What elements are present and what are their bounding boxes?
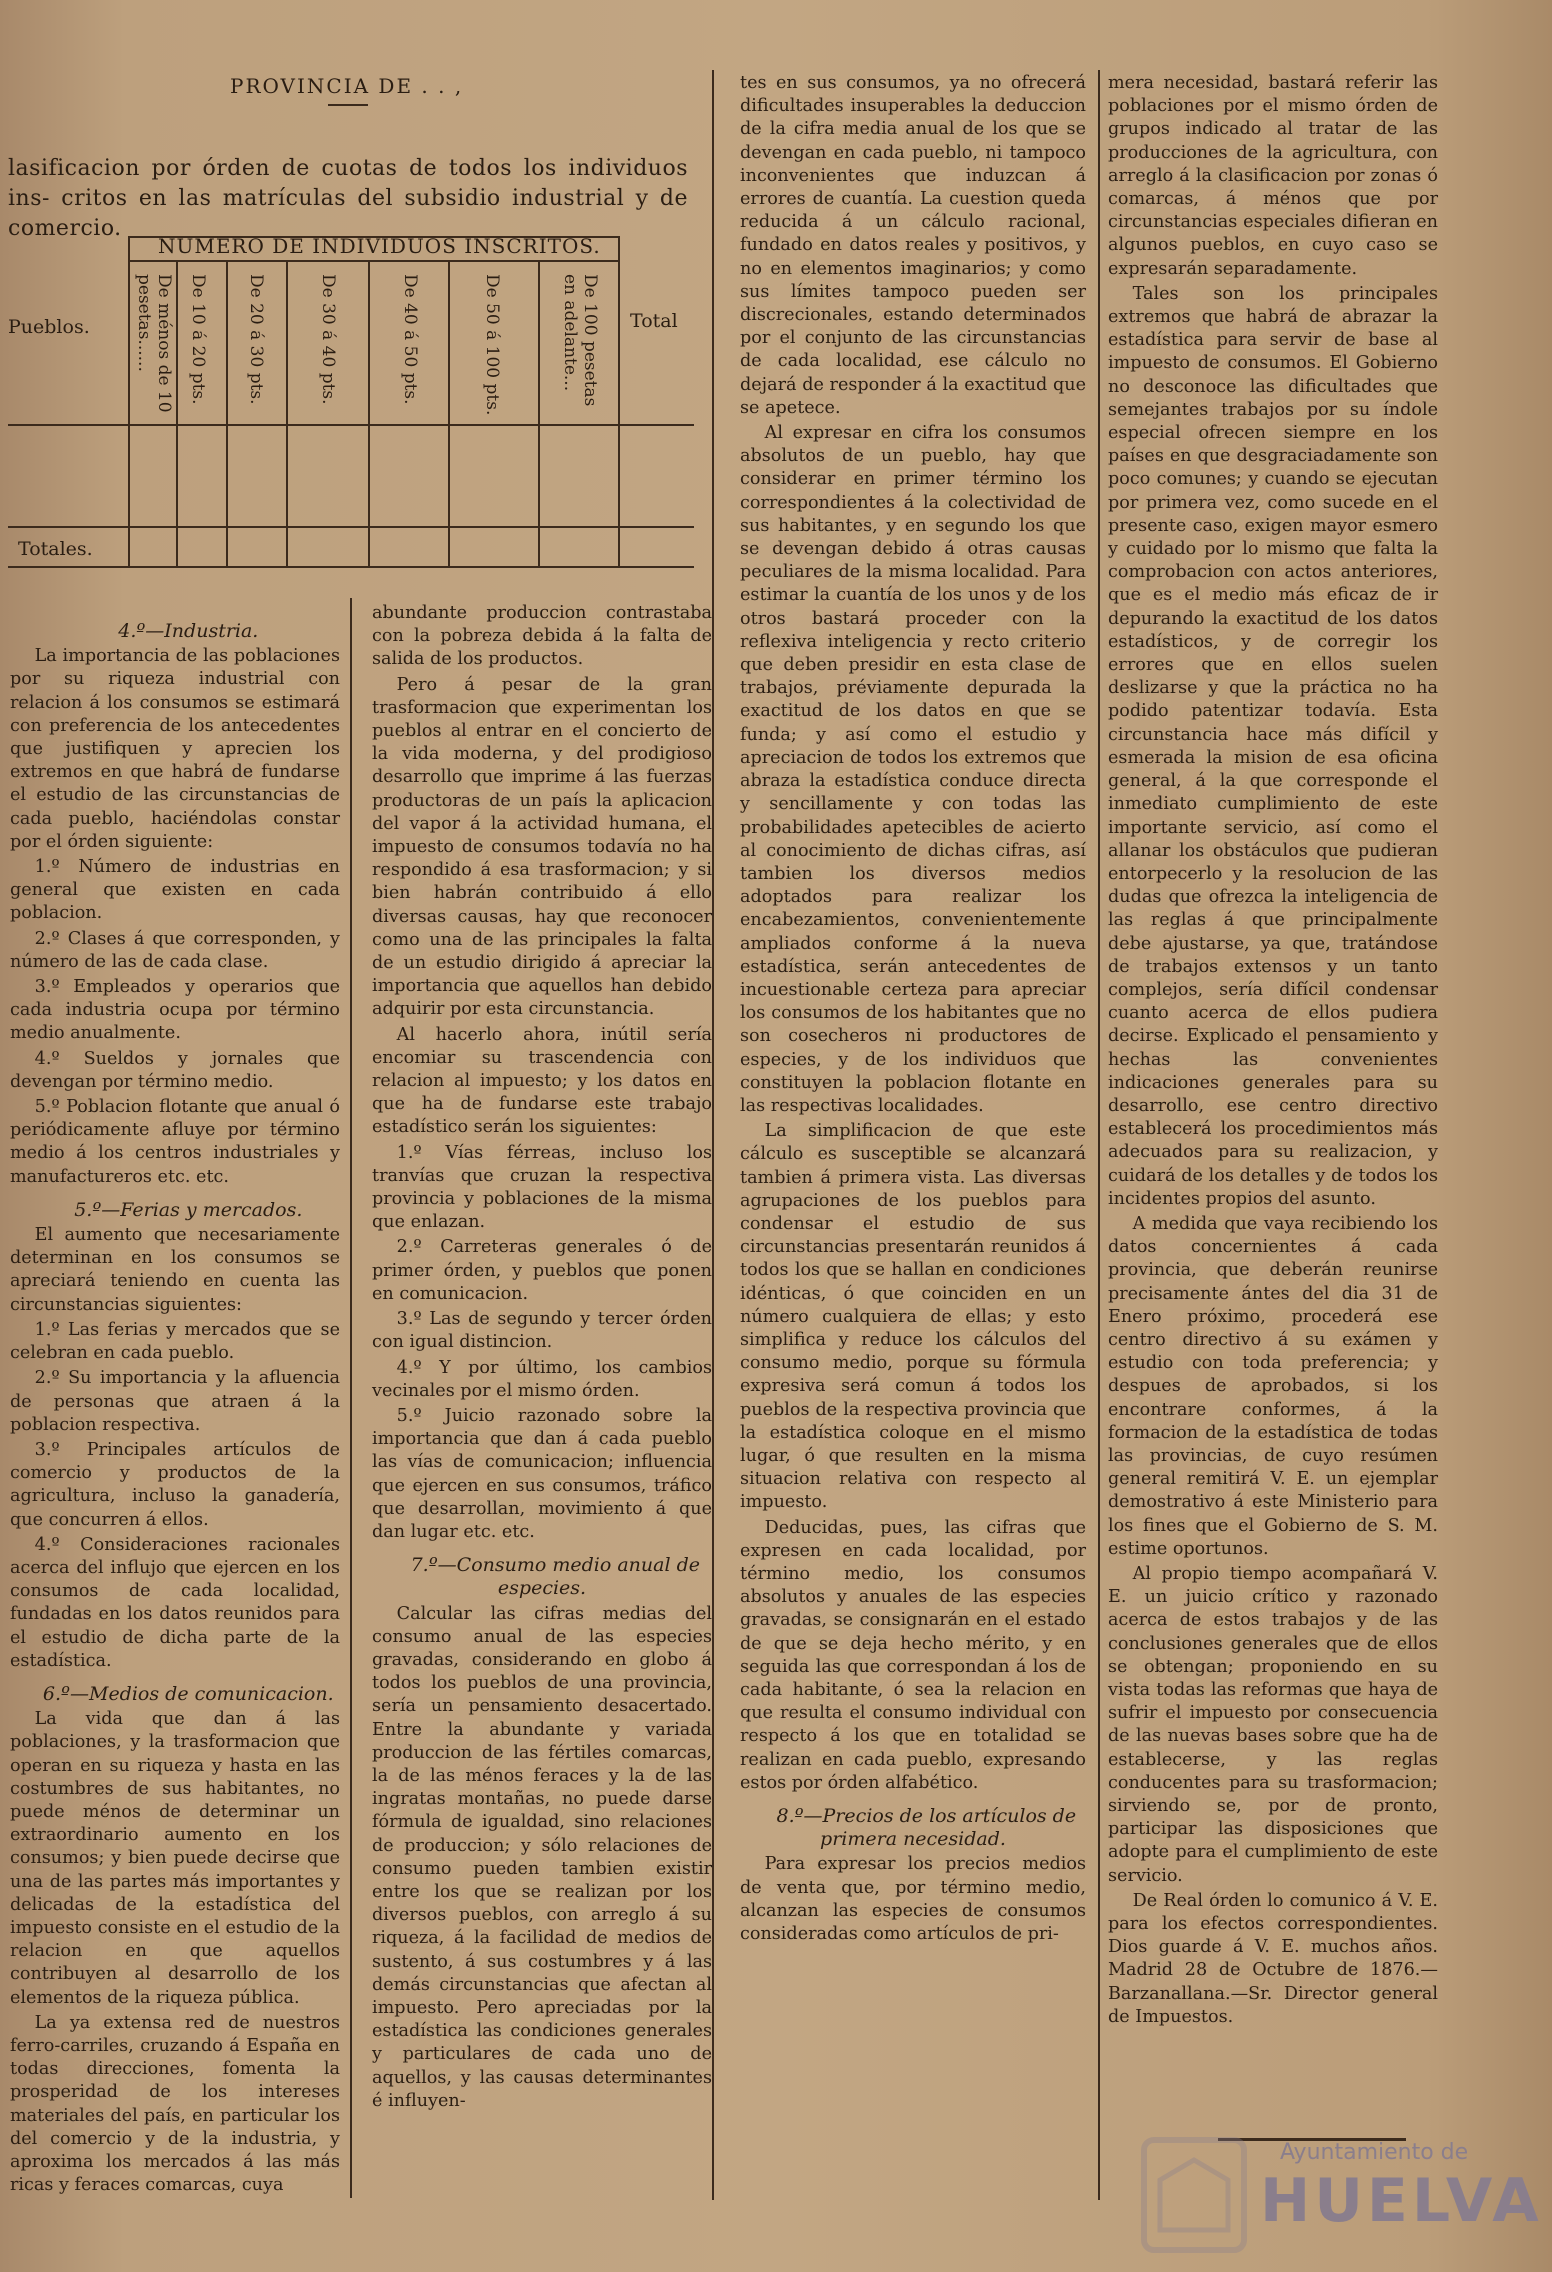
- list-item: 4.º Y por último, los cambios vecinales por el mismo órden.: [372, 1357, 712, 1401]
- paragraph: Calcular las cifras medias del consumo anual de las especies gravadas, considerando en globo á todos los pueblos de una provincia, sería un pensamiento desacertado. Entre la abundante y variada produccion de las fértiles comarcas, la de las ménos feraces y la de las ingratas montañas, no puede darse fórmula de igualdad, sino relaciones de produccion; y sólo relaciones de consumo pueden tambien existir entre los que se realizan por los diversos pueblos, con arreglo á su riqueza, á la facilidad de medios de sustento, á sus costumbres y á las demás circunstancias que afectan al impuesto. Pero apreciadas por la estadística las condiciones generales y particulares de cada uno de aquellos, y las causas determinantes é influyen-: [372, 1603, 712, 2111]
- ayuntamiento-seal-icon: [1140, 2130, 1460, 2260]
- paragraph: abundante produccion contrastaba con la pobreza debida á la falta de salida de los productos.: [372, 603, 712, 670]
- provincia-heading: PROVINCIA DE . . ,: [230, 74, 464, 98]
- heading-underline: [328, 104, 368, 107]
- paragraph: tes en sus consumos, ya no ofrecerá dificultades insuperables la deduccion de la cifra media anual de los que se devengan en cada pueblo, ni tampoco inconvenientes que induzcan á errores de cuantía. La cuestion queda reducida á un cálculo racional, fundado en datos reales y positivos, y no en elementos imaginarios; y como sus límites tampoco pueden ser discrecionales, estando determinados por el conjunto de las circunstancias de cada localidad, ese cálculo no dejará de responder á la exactitud que se apetece.: [740, 73, 1086, 418]
- paragraph: De Real órden lo comunico á V. E. para los efectos correspondientes. Dios guarde á V. E. muchos años. Madrid 28 de Octubre de 1876.— Barzanallana.—Sr. Director general de Impuestos.: [1108, 1890, 1438, 2027]
- column-rule: [1098, 70, 1100, 2200]
- paragraph: Para expresar los precios medios de venta que, por término medio, alcanzan las especies de consumos consideradas como artículos de pri-: [740, 1854, 1086, 1945]
- section-title: 4.º—Industria.: [118, 620, 259, 642]
- list-item: 5.º Juicio razonado sobre la importancia que dan á cada pueblo las vías de comunicacion; influencia que ejercen en sus consumos, tráfico que desarrollan, movimiento á que dan lugar etc. etc.: [372, 1405, 712, 1542]
- col-header: De ménos de 10 pesetas......: [134, 274, 174, 413]
- col-header: De 20 á 30 pts.: [246, 274, 266, 405]
- list-item: 3.º Las de segundo y tercer órden con igual distincion.: [372, 1309, 712, 1353]
- list-item: 1.º Vías férreas, incluso los tranvías que cruzan la respectiva provincia y poblaciones de la misma que enlazan.: [372, 1142, 712, 1233]
- paragraph: La ya extensa red de nuestros ferro-carriles, cruzando á España en todas direcciones, fomenta la prosperidad de los intereses materiales del país, en particular los del comercio y de la industria, y aproxima los mercados á las más ricas y feraces comarcas, cuya: [10, 2012, 340, 2196]
- list-item: 2.º Su importancia y la afluencia de personas que atraen á la poblacion respectiva.: [10, 1368, 340, 1435]
- watermark-huelva: HUELVA: [1260, 2166, 1543, 2236]
- paragraph: Pero á pesar de la gran trasformacion que experimentan los pueblos al entrar en el concierto de la vida moderna, y del prodigioso desarrollo que imprime á las fuerzas productoras de un país la aplicacion del vapor á la actividad humana, el impuesto de consumos todavía no ha respondido á esa trasformacion; y si bien habrán contribuido á ello diversas causas, hay que reconocer como una de las principales la falta de un estudio dirigido á apreciar la importancia que aquellos han debido adquirir por esta circunstancia.: [372, 674, 712, 1020]
- column-3: [740, 72, 1086, 1948]
- row-pueblos: Pueblos.: [8, 316, 90, 338]
- list-item: 1.º Número de industrias en general que existen en cada poblacion.: [10, 857, 340, 924]
- paragraph: Deducidas, pues, las cifras que expresen en cada localidad, por término medio, los consumos absolutos y anuales de las especies gravadas, se consignarán en el estado de que se deja hecho mérito, y en seguida las que correspondan á los de cada habitante, ó sea la relacion en que resulta el consumo individual con respecto á los que en totalidad se realizan en cada pueblo, expresando estos por órden alfabético.: [740, 1517, 1086, 1793]
- col-header-total: Total: [630, 310, 678, 332]
- table-group-label: NUMERO DE INDIVIDUOS INSCRITOS.: [158, 234, 601, 258]
- section-title: 7.º—Consumo medio anual de especies.: [410, 1554, 700, 1600]
- col-header: De 10 á 20 pts.: [188, 274, 208, 405]
- paragraph: A medida que vaya recibiendo los datos concernientes á cada provincia, que deberán reunirse precisamente ántes del dia 31 de Enero próximo, procederá ese centro directivo á su exámen y estudio con toda preferencia; y despues de aprobados, si los encontrare conformes, á la formacion de la estadística de todas las provincias, de cuyo resúmen general remitirá V. E. un ejemplar demostrativo á este Ministerio para los fines que el Gobierno de S. M. estime oportunos.: [1108, 1213, 1438, 1559]
- paragraph: Al propio tiempo acompañará V. E. un juicio crítico y razonado acerca de estos trabajos y de las conclusiones generales que de ellos se obtengan; proponiendo en su vista todas las reformas que haya de sufrir el impuesto por consecuencia de las nuevas bases sobre que ha de establecerse, y las reglas conducentes para su trasformacion; sirviendo se, por de pronto, participar las disposiciones que adopte para el cumplimiento de este servicio.: [1108, 1564, 1438, 1886]
- inscritos-table: [8, 236, 694, 570]
- list-item: 2.º Carreteras generales ó de primer órden, y pueblos que ponen en comunicacion.: [372, 1237, 712, 1304]
- paragraph: El aumento que necesariamente determinan en los consumos se apreciará teniendo en cuenta las circunstancias siguientes:: [10, 1225, 340, 1315]
- column-4: [1108, 72, 1438, 2031]
- paragraph: Al hacerlo ahora, inútil sería encomiar su trascendencia con relacion al impuesto; y los datos en que ha de fundarse este trabajo estadístico serán los siguientes:: [372, 1024, 712, 1138]
- col-header: De 40 á 50 pts.: [400, 274, 420, 405]
- list-item: 1.º Las ferias y mercados que se celebran en cada pueblo.: [10, 1319, 340, 1364]
- list-item: 3.º Principales artículos de comercio y productos de la agricultura, incluso la ganadería, que concurren á ellos.: [10, 1439, 340, 1530]
- list-item: 5.º Poblacion flotante que anual ó periódicamente afluye por término medio á los centros industriales y manufactureros etc. etc.: [10, 1097, 340, 1187]
- watermark-line1: Ayuntamiento de: [1280, 2140, 1469, 2165]
- table-caption: lasificacion por órden de cuotas de todos los individuos ins- critos en las matrículas del subsidio industrial y de comercio.: [8, 156, 688, 241]
- column-1: [10, 610, 340, 2199]
- paragraph: La importancia de las poblaciones por su riqueza industrial con relacion á los consumos se estimará con preferencia de los antecedentes que justifiquen y aprecien los extremos en que habrá de fundarse el estudio de las circunstancias de cada pueblo, haciéndolas constar por el órden siguiente:: [10, 646, 340, 852]
- col-header: De 100 pesetas en adelante...: [560, 274, 600, 407]
- col-header: De 50 á 100 pts.: [482, 274, 502, 416]
- column-rule: [350, 598, 352, 2198]
- list-item: 3.º Empleados y operarios que cada industria ocupa por término medio anualmente.: [10, 977, 340, 1044]
- row-totales: Totales.: [18, 538, 93, 560]
- paragraph: La simplificacion de que este cálculo es susceptible se alcanzará tambien á primera vista. Las diversas agrupaciones de los pueblos para condensar el estudio de sus circunstancias presentarán reunidos á todos los que se hallan en condiciones idénticas, ó que coinciden en un número cualquiera de ellas; y esto simplifica y reduce los cálculos del consumo medio, porque su fórmula expresiva será comun á todos los pueblos de la respectiva provincia que la estadística coloque en el mismo lugar, ó que resulten en la misma situacion relativa con respecto al impuesto.: [740, 1121, 1086, 1513]
- list-item: 4.º Sueldos y jornales que devengan por término medio.: [10, 1048, 340, 1092]
- column-2: [372, 602, 712, 2115]
- paragraph: La vida que dan á las poblaciones, y la trasformacion que operan en su riqueza y hasta en las costumbres de sus habitantes, no puede ménos de determinar un extraordinario aumento en los consumos; y bien puede decirse que una de las partes más importantes y delicadas de la estadística del impuesto consiste en el estudio de la relacion en que aquellos contribuyen al desarrollo de los elementos de la riqueza pública.: [10, 1709, 340, 2008]
- list-item: 2.º Clases á que corresponden, y número de las de cada clase.: [10, 928, 340, 972]
- paragraph: Tales son los principales extremos que habrá de abrazar la estadística para servir de base al impuesto de consumos. El Gobierno no desconoce las dificultades que semejantes trabajos por su índole especial ofrecen siempre en los países en que desgraciadamente son poco comunes; y cuando se ejecutan por primera vez, como sucede en el presente caso, exigen mayor esmero y cuidado por lo mismo que falta la comprobacion con actos anteriores, que es el medio más eficaz de ir depurando la exactitud de los datos estadísticos, y de corregir los errores que en ellos suelen deslizarse y que la práctica no ha podido patentizar todavía. Esta circunstancia hace más difícil y esmerada la mision de esa oficina general, á la que corresponde el inmediato cumplimiento de este importante servicio, así como el allanar los obstáculos que pudieran entorpecerlo y la resolucion de las dudas que ofrezca la inteligencia de las reglas á que principalmente debe ajustarse, ya que, tratándose de trabajos extensos y un tanto complejos, sería difícil condensar cuanto acerca de ellos pudiera decirse. Explicado el pensamiento y hechas las convenientes indicaciones generales para su desarrollo, ese centro directivo establecerá los procedimientos más adecuados para su realizacion, y cuidará de los detalles y de todos los incidentes propios del asunto.: [1108, 283, 1438, 1209]
- section-title: 6.º—Medios de comunicacion.: [42, 1682, 334, 1705]
- list-item: 4.º Consideraciones racionales acerca del influjo que ejercen en los consumos de cada localidad, fundadas en los datos reunidos para el estudio de dicha parte de la estadística.: [10, 1534, 340, 1671]
- column-rule: [712, 70, 714, 2200]
- paragraph: Al expresar en cifra los consumos absolutos de un pueblo, hay que considerar en primer término los correspondientes á la colectividad de sus habitantes, y en segundo los que se devengan debido á otras causas peculiares de la misma localidad. Para estimar la cuantía de los unos y de los otros bastará proceder con la reflexiva inteligencia y recto criterio que deben presidir en esta clase de trabajos, préviamente depurada la exactitud de los datos en que se funda; y así como el estudio y apreciacion de todos los extremos que abraza la estadística conduce directa y sencillamente y con todas las probabilidades apetecibles de acierto al conocimiento de dichas cifras, así tambien los diversos medios adoptados para realizar los encabezamientos, convenientemente ampliados conforme á la nueva estadística, serán antecedentes de incuestionable certeza para apreciar los consumos de los habitantes que no son cosecheros ni productores de especies, y de los individuos que constituyen la poblacion flotante en las respectivas localidades.: [740, 423, 1086, 1116]
- section-title: 8.º—Precios de los artículos de primera necesidad.: [776, 1805, 1077, 1851]
- section-title: 5.º—Ferias y mercados.: [74, 1198, 303, 1221]
- paragraph: mera necesidad, bastará referir las poblaciones por el mismo órden de grupos indicado al tratar de las producciones de la agricultura, con arreglo á la clasificacion por zonas ó comarcas, á ménos que por circunstancias especiales difieran en algunos pueblos, en cuyo caso se expresarán separadamente.: [1108, 73, 1438, 279]
- col-header: De 30 á 40 pts.: [318, 274, 338, 405]
